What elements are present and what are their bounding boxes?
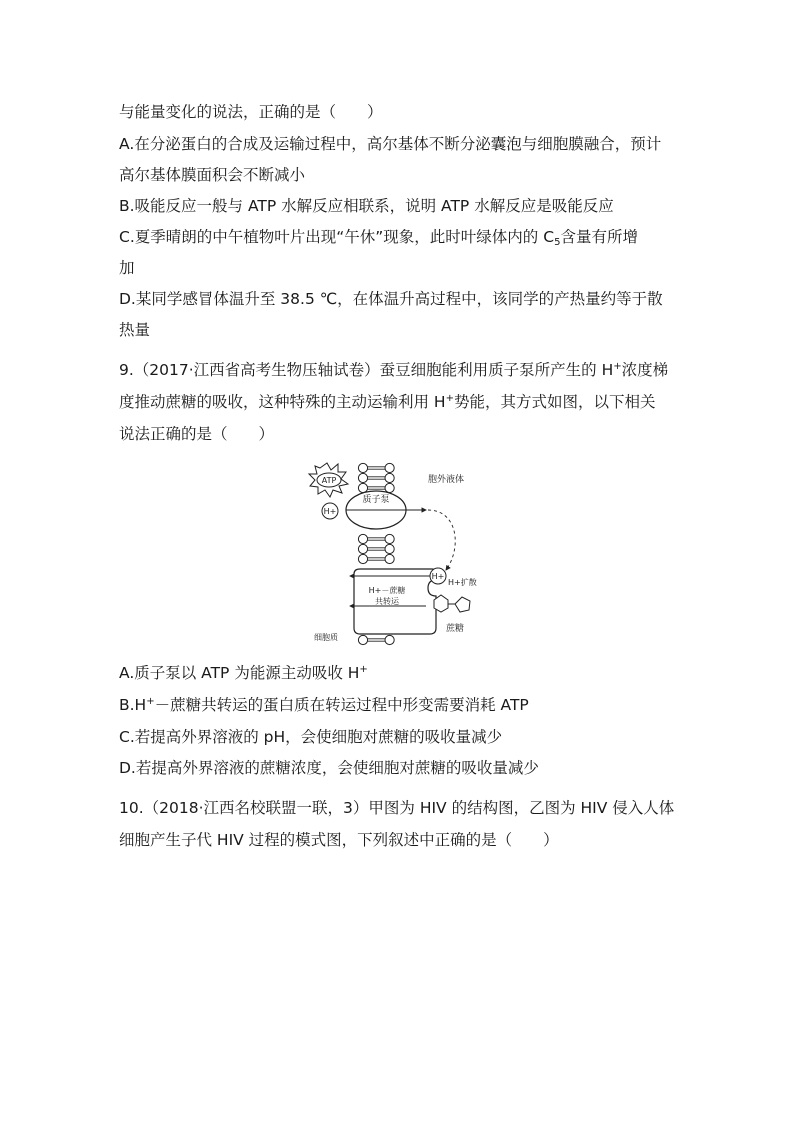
q9-option-a xyxy=(119,662,368,684)
h-diffusion-label: H+扩散 xyxy=(448,578,477,587)
sucrose-molecule-icon xyxy=(434,595,470,612)
q8-option-a-line1: A.在分泌蛋白的合成及运输过程中，高尔基体不断分泌囊泡与细胞膜融合，预计 xyxy=(119,135,662,153)
h-sucrose-cotransporter xyxy=(354,569,436,634)
proton-pump-label: 质子泵 xyxy=(362,495,390,505)
q8-option-c-line1 xyxy=(119,226,638,248)
q8-option-d-line1: D.某同学感冒体温升至 38.5 ℃，在体温升高过程中，该同学的产热量约等于散 xyxy=(119,290,663,308)
q8-stem-tail: 与能量变化的说法，正确的是（ ） xyxy=(119,103,383,121)
membrane-lipids-top xyxy=(358,463,394,492)
q9-stem-line1-sup: + xyxy=(613,361,622,372)
sucrose-label: 蔗糖 xyxy=(446,624,465,634)
proton-pump-diagram xyxy=(300,458,500,650)
q9-option-b-text: B.H xyxy=(119,696,147,714)
q8-option-c-subscript: 5 xyxy=(554,237,561,248)
q10-stem-line2: 细胞产生子代 HIV 过程的模式图，下列叙述中正确的是（ ） xyxy=(119,831,559,849)
q8-option-b: B.吸能反应一般与 ATP 水解反应相联系，说明 ATP 水解反应是吸能反应 xyxy=(119,197,614,215)
q8-option-d-line2: 热量 xyxy=(119,321,151,339)
q8-option-c-line2: 加 xyxy=(119,259,135,277)
cotransport-label-2: 共转运 xyxy=(375,597,399,606)
q9-stem-line3: 说法正确的是（ ） xyxy=(119,425,275,443)
membrane-lipids-bottom xyxy=(358,635,394,644)
q9-stem-line1 xyxy=(119,359,668,381)
q9-stem-line2 xyxy=(119,391,656,413)
outside-fluid-label: 胞外液体 xyxy=(428,475,465,485)
q9-option-a-sup: + xyxy=(359,664,368,675)
q8-option-a-line2: 高尔基体膜面积会不断减小 xyxy=(119,166,306,184)
cytoplasm-label: 细胞质 xyxy=(314,633,338,642)
q9-option-a-text: A.质子泵以 ATP 为能源主动吸收 H xyxy=(119,664,360,682)
atp-burst-icon xyxy=(309,463,348,497)
q10-stem-line1: 10.（2018·江西名校联盟一联，3）甲图为 HIV 的结构图，乙图为 HIV 侵入人体 xyxy=(119,799,675,817)
q9-option-b-sup: + xyxy=(146,696,155,707)
membrane-lipids-middle xyxy=(358,534,394,563)
q9-stem-line1-text: 9.（2017·江西省高考生物压轴试卷）蚕豆细胞能利用质子泵所产生的 H xyxy=(119,361,614,379)
q8-option-c-text: C.夏季晴朗的中午植物叶片出现“午休”现象，此时叶绿体内的 C xyxy=(119,228,555,246)
q9-stem-line2-end: 势能，其方式如图，以下相关 xyxy=(453,393,656,411)
h-ion-outside-label: H+ xyxy=(323,507,337,516)
cotransport-label-1: H+－蔗糖 xyxy=(368,586,406,595)
q9-option-d: D.若提高外界溶液的蔗糖浓度，会使细胞对蔗糖的吸收量减少 xyxy=(119,759,539,777)
q9-stem-line2-text: 度推动蔗糖的吸收，这种特殊的主动运输利用 H xyxy=(119,393,446,411)
atp-label: ATP xyxy=(321,476,337,485)
q8-option-c-text-end: 含量有所增 xyxy=(560,228,638,246)
h-ion-inside-label: H+ xyxy=(431,572,445,581)
q9-stem-line1-end: 浓度梯 xyxy=(621,361,669,379)
q9-option-b-text-end: －蔗糖共转运的蛋白质在转运过程中形变需要消耗 ATP xyxy=(154,696,529,714)
q9-stem-line2-sup: + xyxy=(445,393,454,404)
h-diffusion-dashed-arrow xyxy=(428,510,455,570)
q9-option-b xyxy=(119,694,529,716)
q9-option-c: C.若提高外界溶液的 pH，会使细胞对蔗糖的吸收量减少 xyxy=(119,728,503,746)
